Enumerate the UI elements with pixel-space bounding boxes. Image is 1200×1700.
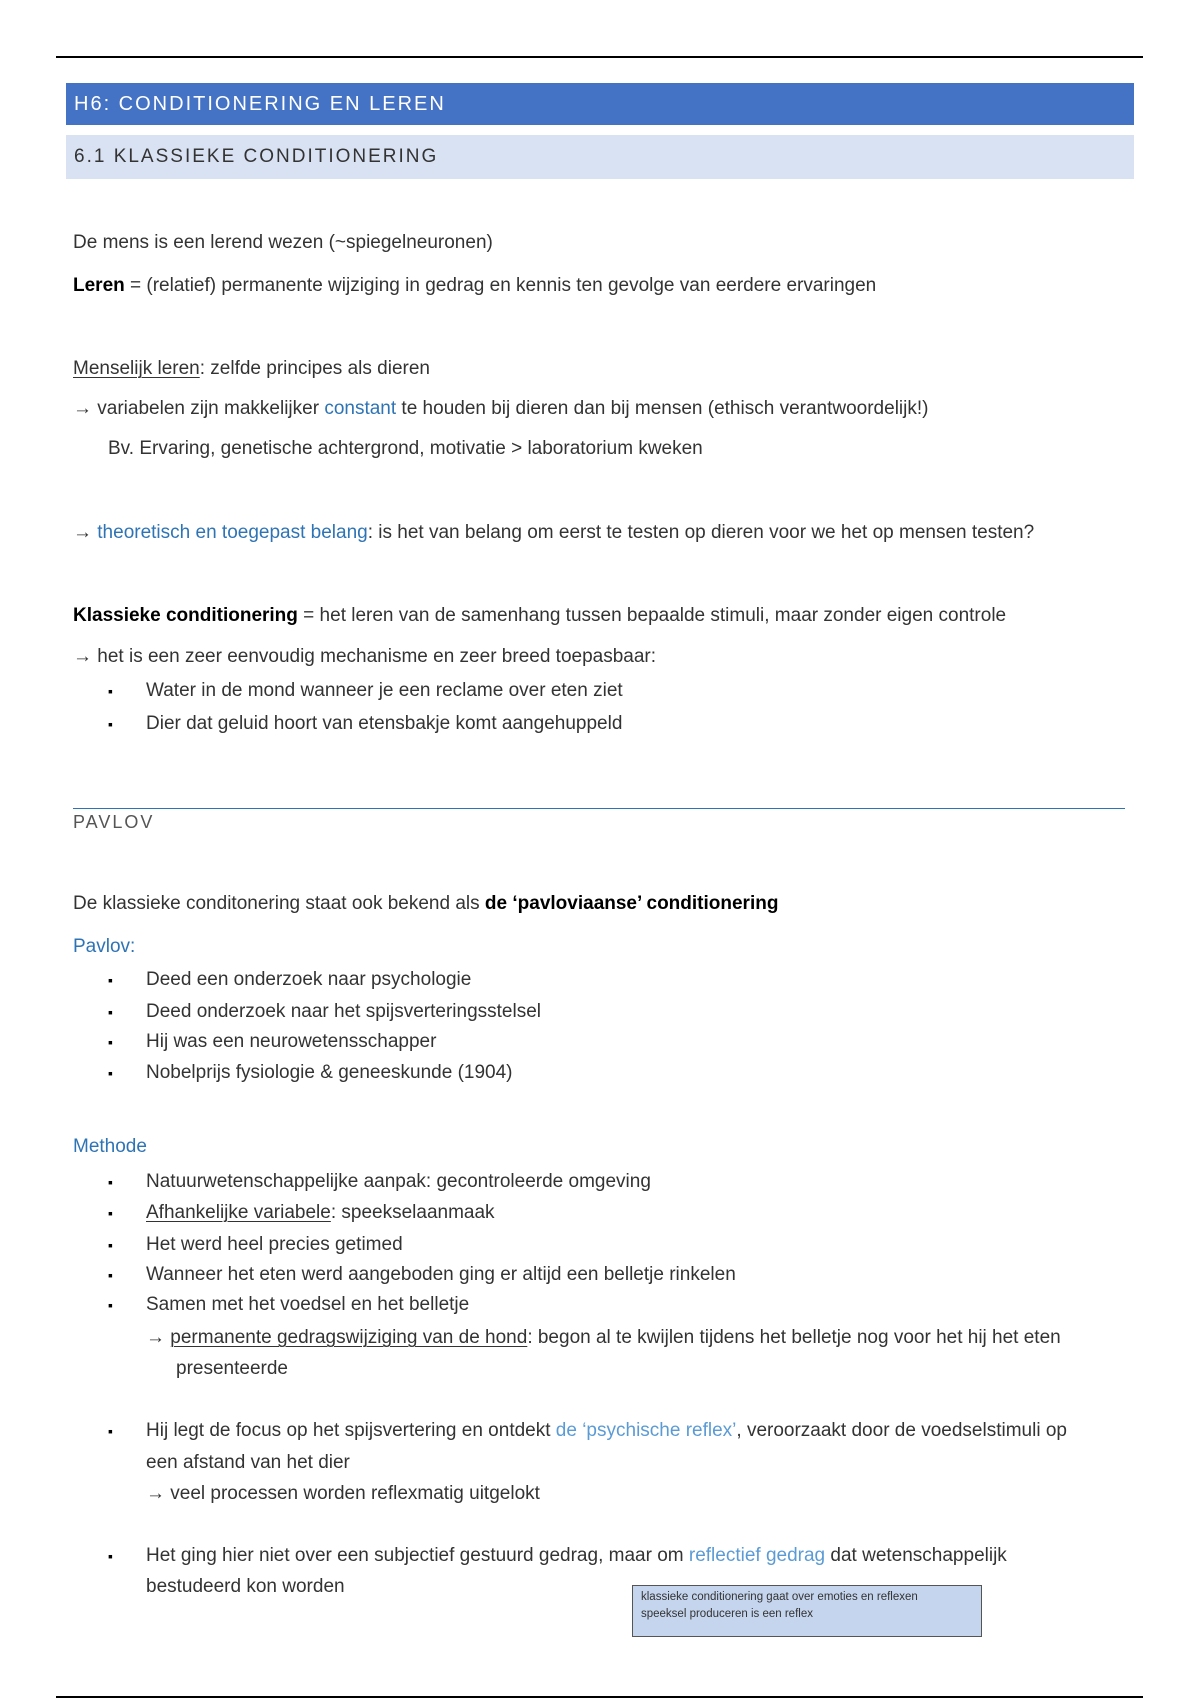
b7-post: dat wetenschappelijk bbox=[825, 1545, 1007, 1566]
pavlov-intro bbox=[73, 891, 778, 917]
afhankelijke-term: Afhankelijke variabele bbox=[146, 1202, 331, 1223]
list-item: Hij was een neurowetensschapper bbox=[146, 1031, 437, 1052]
gedragswijziging-term: permanente gedragswijziging van de hond bbox=[170, 1327, 528, 1348]
pavlov-colon: : bbox=[130, 936, 136, 957]
list-item: Water in de mond wanneer je een reclame over eten ziet bbox=[146, 680, 623, 701]
klassiek-term: Klassieke conditionering bbox=[73, 605, 298, 626]
afhankelijke-rest: : speekselaanmaak bbox=[330, 1202, 495, 1223]
pavlov-label-line bbox=[73, 934, 135, 960]
sub-arrow-line bbox=[146, 1325, 1061, 1351]
constant-term: constant bbox=[324, 398, 397, 419]
sub-rest-line2: presenteerde bbox=[176, 1358, 288, 1379]
pavlov-label: Pavlov bbox=[73, 936, 131, 957]
psychische-reflex: de ‘psychische reflex’ bbox=[555, 1420, 737, 1441]
bullet-icon: ▪ bbox=[108, 972, 113, 988]
methode-label: Methode bbox=[73, 1136, 147, 1157]
b7-line2: bestudeerd kon worden bbox=[146, 1576, 345, 1597]
variabelen-pre: → variabelen zijn makkelijker bbox=[73, 398, 325, 419]
leren-definition bbox=[73, 273, 876, 299]
list-item bbox=[146, 1543, 1007, 1569]
list-item: Nobelprijs fysiologie & geneeskunde (1904) bbox=[146, 1062, 513, 1083]
heading-3: PAVLOV bbox=[73, 812, 155, 832]
bullet-icon: ▪ bbox=[108, 1423, 113, 1439]
klassiek-arrow: → het is een zeer eenvoudig mechanisme en zeer breed toepasbaar: bbox=[73, 646, 657, 667]
note-line-2: speeksel produceren is een reflex bbox=[641, 1608, 813, 1620]
list-item: Het werd heel precies getimed bbox=[146, 1234, 403, 1255]
intro-line: De mens is een lerend wezen (~spiegelneuronen) bbox=[73, 232, 493, 253]
leren-def-text: = (relatief) permanente wijziging in gedrag en kennis ten gevolge van eerdere ervaringen bbox=[124, 275, 877, 296]
bullet-icon: ▪ bbox=[108, 1267, 113, 1283]
b6-pre: Hij legt de focus op het spijsvertering en ontdekt bbox=[146, 1420, 556, 1441]
list-item bbox=[146, 1418, 1067, 1444]
list-item: Deed een onderzoek naar psychologie bbox=[146, 969, 472, 990]
list-item: Natuurwetenschappelijke aanpak: gecontroleerde omgeving bbox=[146, 1171, 651, 1192]
b7-pre: Het ging hier niet over een subjectief gestuurd gedrag, maar om bbox=[146, 1545, 689, 1566]
list-item: Dier dat geluid hoort van etensbakje komt aangehuppeld bbox=[146, 713, 623, 734]
list-item bbox=[146, 1200, 495, 1226]
heading-1: H6: CONDITIONERING EN LEREN bbox=[66, 83, 1134, 125]
bullet-icon: ▪ bbox=[108, 1205, 113, 1221]
example-line: Bv. Ervaring, genetische achtergrond, motivatie > laboratorium kweken bbox=[108, 438, 703, 459]
belang-line bbox=[73, 520, 1034, 546]
bullet-icon: ▪ bbox=[108, 1034, 113, 1050]
list-item: Samen met het voedsel en het belletje bbox=[146, 1294, 470, 1315]
menselijk-rest: : zelfde principes als dieren bbox=[199, 358, 430, 379]
list-item: Deed onderzoek naar het spijsverteringsstelsel bbox=[146, 1001, 541, 1022]
belang-arrow: → bbox=[73, 522, 98, 543]
belang-term: theoretisch en toegepast belang bbox=[97, 522, 368, 543]
bullet-icon: ▪ bbox=[108, 683, 113, 699]
pavlov-intro-pre: De klassieke conditonering staat ook bekend als bbox=[73, 893, 485, 914]
klassiek-def: = het leren van de samenhang tussen bepaalde stimuli, maar zonder eigen controle bbox=[297, 605, 1007, 626]
bullet-icon: ▪ bbox=[108, 1548, 113, 1564]
bullet-icon: ▪ bbox=[108, 1237, 113, 1253]
b6-post: , veroorzaakt door de voedselstimuli op bbox=[736, 1420, 1067, 1441]
menselijk-term: Menselijk leren bbox=[73, 358, 200, 379]
b6-line2: een afstand van het dier bbox=[146, 1452, 350, 1473]
bullet-icon: ▪ bbox=[108, 1297, 113, 1313]
variabelen-line bbox=[73, 396, 928, 422]
leren-term: Leren bbox=[73, 275, 125, 296]
heading-3-rule bbox=[73, 808, 1125, 809]
bullet-icon: ▪ bbox=[108, 1004, 113, 1020]
bullet-icon: ▪ bbox=[108, 1065, 113, 1081]
sub-rest: : begon al te kwijlen tijdens het belletje nog voor het hij het eten bbox=[527, 1327, 1061, 1348]
variabelen-post: te houden bij dieren dan bij mensen (ethisch verantwoordelijk!) bbox=[396, 398, 929, 419]
bullet-icon: ▪ bbox=[108, 716, 113, 732]
menselijk-leren-line bbox=[73, 356, 430, 382]
sub-arrow: → bbox=[146, 1327, 171, 1348]
comment-note bbox=[632, 1585, 982, 1637]
b6-arrow: → veel processen worden reflexmatig uitgelokt bbox=[146, 1483, 540, 1504]
top-rule bbox=[56, 56, 1143, 58]
note-line-1: klassieke conditionering gaat over emoties en reflexen bbox=[641, 1591, 918, 1603]
bottom-rule bbox=[56, 1696, 1143, 1698]
heading-2: 6.1 KLASSIEKE CONDITIONERING bbox=[66, 135, 1134, 179]
list-item: Wanneer het eten werd aangeboden ging er altijd een belletje rinkelen bbox=[146, 1264, 736, 1285]
belang-rest: : is het van belang om eerst te testen op dieren voor we het op mensen testen? bbox=[367, 522, 1035, 543]
klassiek-definition bbox=[73, 603, 1006, 629]
bullet-icon: ▪ bbox=[108, 1174, 113, 1190]
reflectief-gedrag: reflectief gedrag bbox=[688, 1545, 826, 1566]
pavlov-intro-bold: de ‘pavloviaanse’ conditionering bbox=[484, 893, 779, 914]
